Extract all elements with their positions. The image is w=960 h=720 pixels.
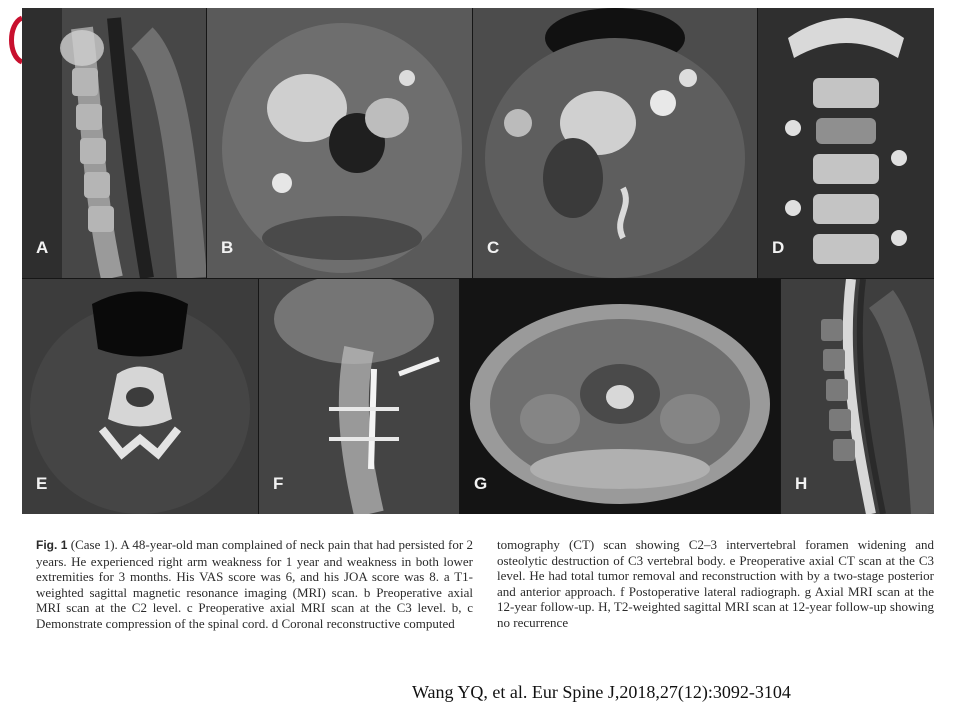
panel-g (460, 279, 780, 514)
caption-left-text: (Case 1). A 48-year-old man complained of neck pain that had persisted for 2 years. He experienced right arm weakness for 1 year and weakness in both lower extremities for 3 months. His VAS score was 6, and his JOA score was 8. a T1-weighted sagittal magnetic resonance imaging (MRI) scan. b Preoperative axial MRI scan at the C2 level. c Preoperative axial MRI scan at the C3 level. b, c Demonstrate compression of the spinal cord. d Coronal reconstructive computed (36, 537, 474, 631)
panel-label-h: H (795, 474, 808, 493)
figure-number: Fig. 1 (36, 538, 68, 552)
panel-label-a: A (36, 238, 49, 257)
panel-label-e: E (36, 474, 48, 493)
panel-label-c: C (487, 238, 500, 257)
caption-right-text: tomography (CT) scan showing C2–3 intervertebral foramen widening and osteolytic destruction of C3 vertebral body. e Preoperative axial CT scan at the C3 level. He had total tumor removal and reconstruction with by a two-stage posterior and anterior approach. f Postoperative lateral radiograph. g Axial MRI scan at the 12-year follow-up. H, T2-weighted sagittal MRI scan at 12-year follow-up showing no recurrence (497, 537, 934, 630)
panel-label-d: D (772, 238, 785, 257)
panel-c (473, 8, 757, 278)
caption-left-column (36, 537, 473, 632)
citation: Wang YQ, et al. Eur Spine J,2018,27(12):3092-3104 (412, 682, 791, 702)
panel-h (781, 279, 934, 514)
panel-a (22, 8, 206, 278)
caption-right-column (497, 537, 934, 631)
panel-e (22, 279, 258, 514)
panel-d (758, 8, 934, 278)
panel-label-b: B (221, 238, 234, 257)
panel-label-f: F (273, 474, 284, 493)
figure-montage (22, 8, 934, 514)
panel-b (207, 8, 472, 278)
panel-f (259, 279, 459, 514)
panel-label-g: G (474, 474, 488, 493)
